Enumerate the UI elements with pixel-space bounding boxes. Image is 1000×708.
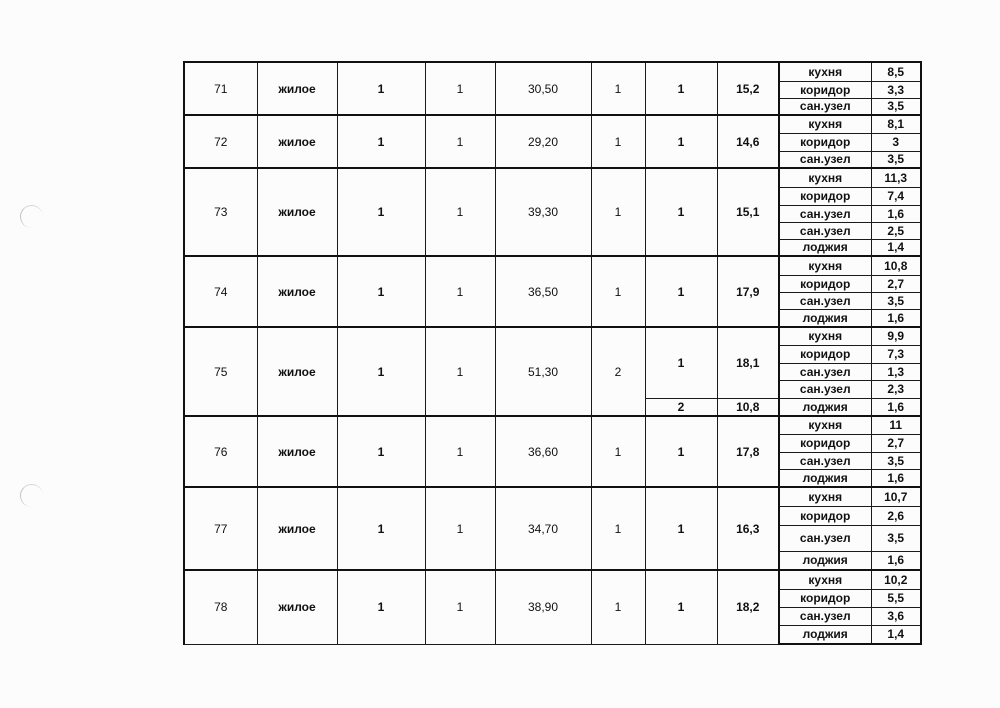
aux-room-area: 3: [871, 133, 921, 151]
apartment-purpose: жилое: [257, 570, 337, 644]
apartment-total-area: 38,90: [495, 570, 591, 644]
apartment-rooms-count: 1: [591, 115, 645, 168]
apartment-number: 76: [184, 416, 257, 487]
apartment-col4-value: 1: [425, 256, 495, 327]
aux-room-area: 1,6: [871, 309, 921, 327]
apartment-col3-value: 1: [337, 487, 425, 570]
table-row: [184, 62, 921, 81]
living-room-area: 17,9: [717, 256, 779, 327]
aux-room-name: сан.узел: [779, 292, 871, 309]
apartment-col3-value: 1: [337, 570, 425, 644]
living-room-area: 16,3: [717, 487, 779, 570]
aux-room-name: кухня: [779, 62, 871, 81]
aux-room-name: сан.узел: [779, 380, 871, 398]
aux-room-name: сан.узел: [779, 525, 871, 551]
apartment-col4-value: 1: [425, 115, 495, 168]
aux-room-area: 3,5: [871, 98, 921, 115]
apartment-col4-value: 1: [425, 570, 495, 644]
aux-room-area: 7,4: [871, 187, 921, 205]
aux-room-name: лоджия: [779, 398, 871, 416]
aux-room-area: 2,7: [871, 275, 921, 292]
aux-room-area: 8,5: [871, 62, 921, 81]
aux-room-area: 11: [871, 416, 921, 434]
table-row: [184, 416, 921, 434]
aux-room-name: коридор: [779, 275, 871, 292]
apartment-total-area: 51,30: [495, 327, 591, 416]
apartment-total-area: 29,20: [495, 115, 591, 168]
living-room-index: 1: [645, 327, 717, 398]
aux-room-name: кухня: [779, 416, 871, 434]
aux-room-area: 9,9: [871, 327, 921, 345]
living-room-index: 1: [645, 570, 717, 644]
aux-room-name: сан.узел: [779, 151, 871, 168]
table-row: [184, 256, 921, 275]
apartment-purpose: жилое: [257, 487, 337, 570]
apartment-rooms-count: 2: [591, 327, 645, 416]
aux-room-name: коридор: [779, 506, 871, 525]
apartment-col3-value: 1: [337, 115, 425, 168]
aux-room-name: кухня: [779, 115, 871, 133]
aux-room-name: сан.узел: [779, 452, 871, 469]
aux-room-area: 3,5: [871, 292, 921, 309]
aux-room-name: коридор: [779, 133, 871, 151]
aux-room-area: 1,4: [871, 239, 921, 256]
aux-room-area: 10,2: [871, 570, 921, 589]
aux-room-area: 1,6: [871, 469, 921, 487]
living-room-area: 15,1: [717, 168, 779, 256]
apartment-number: 72: [184, 115, 257, 168]
aux-room-area: 2,7: [871, 434, 921, 452]
apartment-col4-value: 1: [425, 487, 495, 570]
living-room-index: 1: [645, 168, 717, 256]
living-room-area: 14,6: [717, 115, 779, 168]
aux-room-name: кухня: [779, 487, 871, 506]
apartment-rooms-count: 1: [591, 62, 645, 115]
apartment-purpose: жилое: [257, 62, 337, 115]
aux-room-name: коридор: [779, 81, 871, 98]
apartment-col3-value: 1: [337, 327, 425, 416]
apartment-col3-value: 1: [337, 416, 425, 487]
table-row: [184, 168, 921, 187]
apartment-number: 73: [184, 168, 257, 256]
apartment-total-area: 36,60: [495, 416, 591, 487]
aux-room-name: коридор: [779, 434, 871, 452]
aux-room-area: 8,1: [871, 115, 921, 133]
aux-room-name: сан.узел: [779, 98, 871, 115]
aux-room-area: 10,7: [871, 487, 921, 506]
aux-room-area: 1,4: [871, 625, 921, 644]
apartment-purpose: жилое: [257, 327, 337, 416]
living-room-index: 2: [645, 398, 717, 416]
living-room-index: 1: [645, 115, 717, 168]
aux-room-name: коридор: [779, 345, 871, 363]
aux-room-area: 3,6: [871, 607, 921, 625]
aux-room-name: лоджия: [779, 625, 871, 644]
aux-room-area: 5,5: [871, 589, 921, 607]
apartment-rooms-count: 1: [591, 168, 645, 256]
aux-room-area: 10,8: [871, 256, 921, 275]
apartments-table-body: [184, 62, 921, 644]
aux-room-name: кухня: [779, 168, 871, 187]
aux-room-area: 2,6: [871, 506, 921, 525]
living-room-index: 1: [645, 62, 717, 115]
apartment-purpose: жилое: [257, 416, 337, 487]
apartment-col4-value: 1: [425, 168, 495, 256]
aux-room-name: лоджия: [779, 469, 871, 487]
aux-room-area: 3,5: [871, 151, 921, 168]
punch-hole-mark-top: [20, 205, 43, 228]
apartment-number: 75: [184, 327, 257, 416]
apartment-rooms-count: 1: [591, 416, 645, 487]
aux-room-area: 11,3: [871, 168, 921, 187]
aux-room-name: сан.узел: [779, 607, 871, 625]
living-room-index: 1: [645, 256, 717, 327]
aux-room-name: сан.узел: [779, 222, 871, 239]
aux-room-area: 2,5: [871, 222, 921, 239]
apartment-purpose: жилое: [257, 115, 337, 168]
aux-room-name: кухня: [779, 327, 871, 345]
apartment-total-area: 34,70: [495, 487, 591, 570]
aux-room-name: лоджия: [779, 239, 871, 256]
table-row: [184, 570, 921, 589]
aux-room-area: 2,3: [871, 380, 921, 398]
living-room-area: 10,8: [717, 398, 779, 416]
apartment-rooms-count: 1: [591, 256, 645, 327]
aux-room-name: сан.узел: [779, 363, 871, 380]
apartment-col3-value: 1: [337, 62, 425, 115]
apartment-total-area: 36,50: [495, 256, 591, 327]
apartment-total-area: 30,50: [495, 62, 591, 115]
table-row: [184, 327, 921, 345]
living-room-index: 1: [645, 416, 717, 487]
living-room-index: 1: [645, 487, 717, 570]
aux-room-name: сан.узел: [779, 205, 871, 222]
apartment-purpose: жилое: [257, 168, 337, 256]
table-row: [184, 115, 921, 133]
aux-room-area: 1,6: [871, 551, 921, 570]
living-room-area: 15,2: [717, 62, 779, 115]
aux-room-name: кухня: [779, 256, 871, 275]
aux-room-area: 3,3: [871, 81, 921, 98]
aux-room-name: кухня: [779, 570, 871, 589]
apartment-col4-value: 1: [425, 62, 495, 115]
aux-room-area: 7,3: [871, 345, 921, 363]
aux-room-area: 1,6: [871, 398, 921, 416]
apartment-rooms-count: 1: [591, 570, 645, 644]
living-room-area: 18,2: [717, 570, 779, 644]
apartment-col3-value: 1: [337, 168, 425, 256]
table-row: [184, 487, 921, 506]
aux-room-name: коридор: [779, 589, 871, 607]
apartment-number: 74: [184, 256, 257, 327]
aux-room-area: 3,5: [871, 452, 921, 469]
apartment-total-area: 39,30: [495, 168, 591, 256]
living-room-area: 17,8: [717, 416, 779, 487]
living-room-area: 18,1: [717, 327, 779, 398]
aux-room-area: 3,5: [871, 525, 921, 551]
punch-hole-mark-bottom: [20, 484, 43, 507]
apartments-table: [183, 61, 922, 645]
apartment-col4-value: 1: [425, 327, 495, 416]
apartment-purpose: жилое: [257, 256, 337, 327]
apartment-rooms-count: 1: [591, 487, 645, 570]
aux-room-name: коридор: [779, 187, 871, 205]
apartment-number: 77: [184, 487, 257, 570]
aux-room-area: 1,3: [871, 363, 921, 380]
aux-room-name: лоджия: [779, 551, 871, 570]
apartment-number: 78: [184, 570, 257, 644]
apartment-col4-value: 1: [425, 416, 495, 487]
aux-room-name: лоджия: [779, 309, 871, 327]
apartment-number: 71: [184, 62, 257, 115]
apartment-col3-value: 1: [337, 256, 425, 327]
aux-room-area: 1,6: [871, 205, 921, 222]
